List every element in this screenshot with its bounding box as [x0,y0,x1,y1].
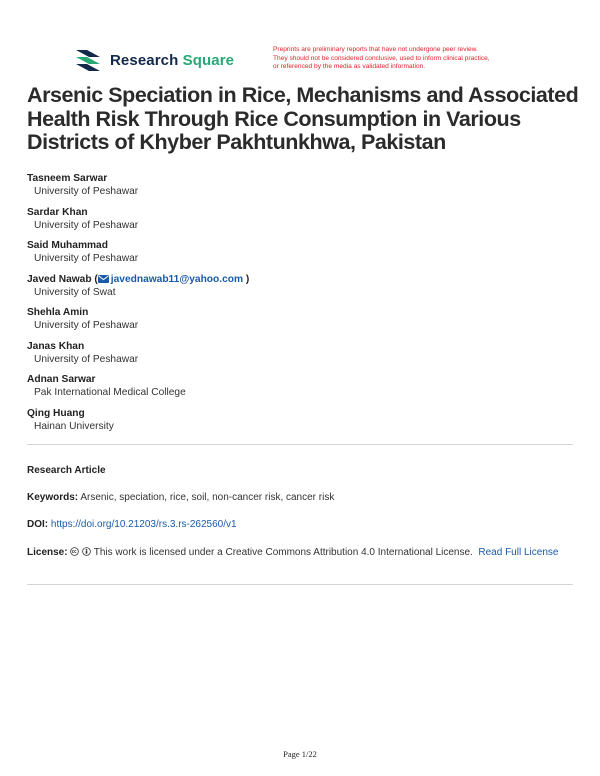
author-entry [27,340,587,374]
title-line: Health Risk Through Rice Consumption in Various [27,106,521,131]
author-affiliation: Hainan University [34,420,114,432]
author-affiliation: University of Peshawar [34,186,139,197]
author-entry [27,206,587,240]
author-name: Shehla Amin [27,307,89,318]
doi-label: DOI: [27,519,49,530]
license [27,545,587,561]
page-number: Page 1/22 [283,749,317,759]
author-entry [27,172,587,206]
author-name: Qing Huang [27,407,85,419]
author-name: Janas Khan [27,340,85,352]
author-affiliation: University of Peshawar [34,320,139,331]
keywords [27,490,587,506]
author-name: Said Muhammad [27,240,108,251]
author-list [27,172,587,440]
author-affiliation: Pak International Medical College [34,387,186,398]
doi [27,517,587,533]
author-affiliation: University of Swat [34,286,116,298]
attribution-icon [82,547,91,556]
author-email-link[interactable]: javednawab11@yahoo.com [110,273,244,285]
brand-name-part2: Square [182,51,235,69]
read-full-license-link[interactable] [476,547,559,558]
research-square-logo-icon [74,46,102,74]
read-full-license-link-part2: License [523,547,559,558]
author-name: Javed Nawab [27,273,92,285]
author-entry [27,306,587,340]
license-text: This work is licensed under a Creative Commons Attribution 4.0 International License. [93,547,473,558]
title-line: Districts of Khyber Pakhtunkhwa, Pakistan [27,130,446,154]
disclaimer-line: Preprints are preliminary reports that have not undergone peer review. [273,46,478,53]
author-affiliation: University of Peshawar [34,219,139,231]
brand-name-part1: Research [110,51,179,69]
article-type [27,463,587,479]
section-divider [27,444,573,445]
license-label: License: [27,547,68,558]
author-affiliation: University of Peshawar [34,253,139,264]
author-name: Tasneem Sarwar [27,173,108,184]
envelope-icon [98,275,109,283]
disclaimer-line: or referenced by the media as validated information. [273,63,426,71]
author-entry [27,239,587,273]
preprint-disclaimer [273,46,563,72]
research-square-logo[interactable] [74,46,234,74]
author-name: Sardar Khan [27,206,88,218]
read-full-license-link-part1: Read Full [478,547,522,558]
section-divider [27,584,573,585]
article-type-label: Research Article [27,465,106,476]
author-entry [27,273,587,307]
disclaimer-line: They should not be considered conclusive, used to inform clinical practice, [273,54,490,62]
author-name: Adnan Sarwar [27,374,96,385]
author-entry [27,407,587,441]
creative-commons-icon [70,547,79,556]
author-name-with-email: Javed Nawab ( javednawab11@yahoo.com ) [27,273,250,285]
keywords-value: Arsenic, speciation, rice, soil, non-cancer risk, cancer risk [80,492,335,503]
title-line: Arsenic Speciation in Rice, Mechanisms and Associated [27,83,579,107]
author-entry [27,373,587,407]
author-affiliation: University of Peshawar [34,353,139,365]
doi-link[interactable]: https://doi.org/10.21203/rs.3.rs-262560/v1 [50,519,237,530]
paper-title [27,84,587,155]
keywords-label: Keywords: [27,492,79,503]
brand-name [110,52,234,69]
